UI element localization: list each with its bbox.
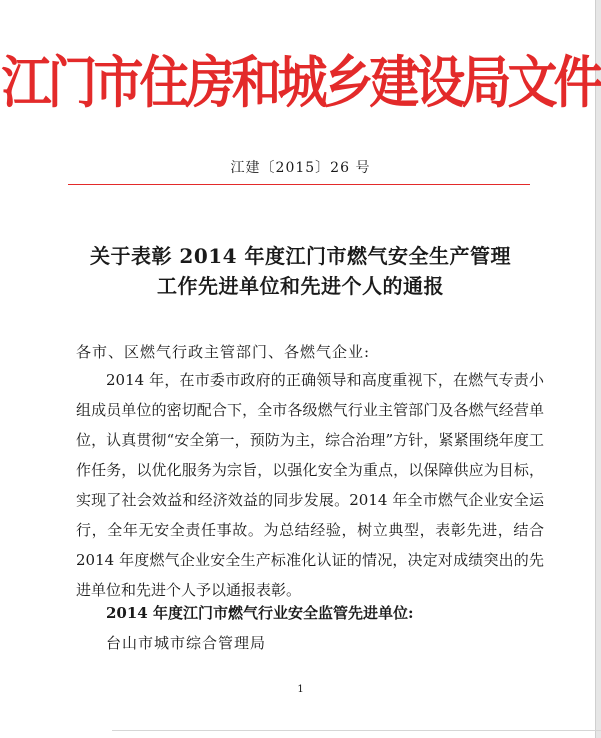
agency-header-title: 江门市住房和城乡建设局文件 xyxy=(1,49,600,116)
page-bottom-rule xyxy=(112,730,601,731)
header-red-rule xyxy=(68,184,530,185)
salutation: 各市、区燃气行政主管部门、各燃气企业: xyxy=(76,343,371,361)
notice-title-line-2: 工作先进单位和先进个人的通报 xyxy=(157,274,444,298)
section-heading: 2014 年度江门市燃气行业安全监管先进单位: xyxy=(106,604,414,622)
page-number: 1 xyxy=(297,684,304,695)
body-paragraph: 2014 年，在市委市政府的正确领导和高度重视下，在燃气专责小组成员单位的密切配合下，全市各级燃气行业主管部门及各燃气经营单位，认真贯彻“安全第一，预防为主，综合治理”方针，紧紧围绕年度工作任务，以优化服务为宗旨，以强化安全为重点，以保障供应为目标，实现了社会效益和经济效益的同步发展。2014 年全市燃气企业安全运行，全年无安全责任事故。为总结经验，树立典型，表彰先进，结合 2014 年度燃气企业安全生产标准化认证的情况，决定对成绩突出的先进单位和先进个人予以通报表彰。 xyxy=(76,371,544,599)
list-item: 台山市城市综合管理局 xyxy=(106,634,267,652)
notice-title-line-1: 关于表彰 2014 年度江门市燃气安全生产管理 xyxy=(89,244,512,268)
document-number: 江建〔2015〕26 号 xyxy=(230,160,371,176)
